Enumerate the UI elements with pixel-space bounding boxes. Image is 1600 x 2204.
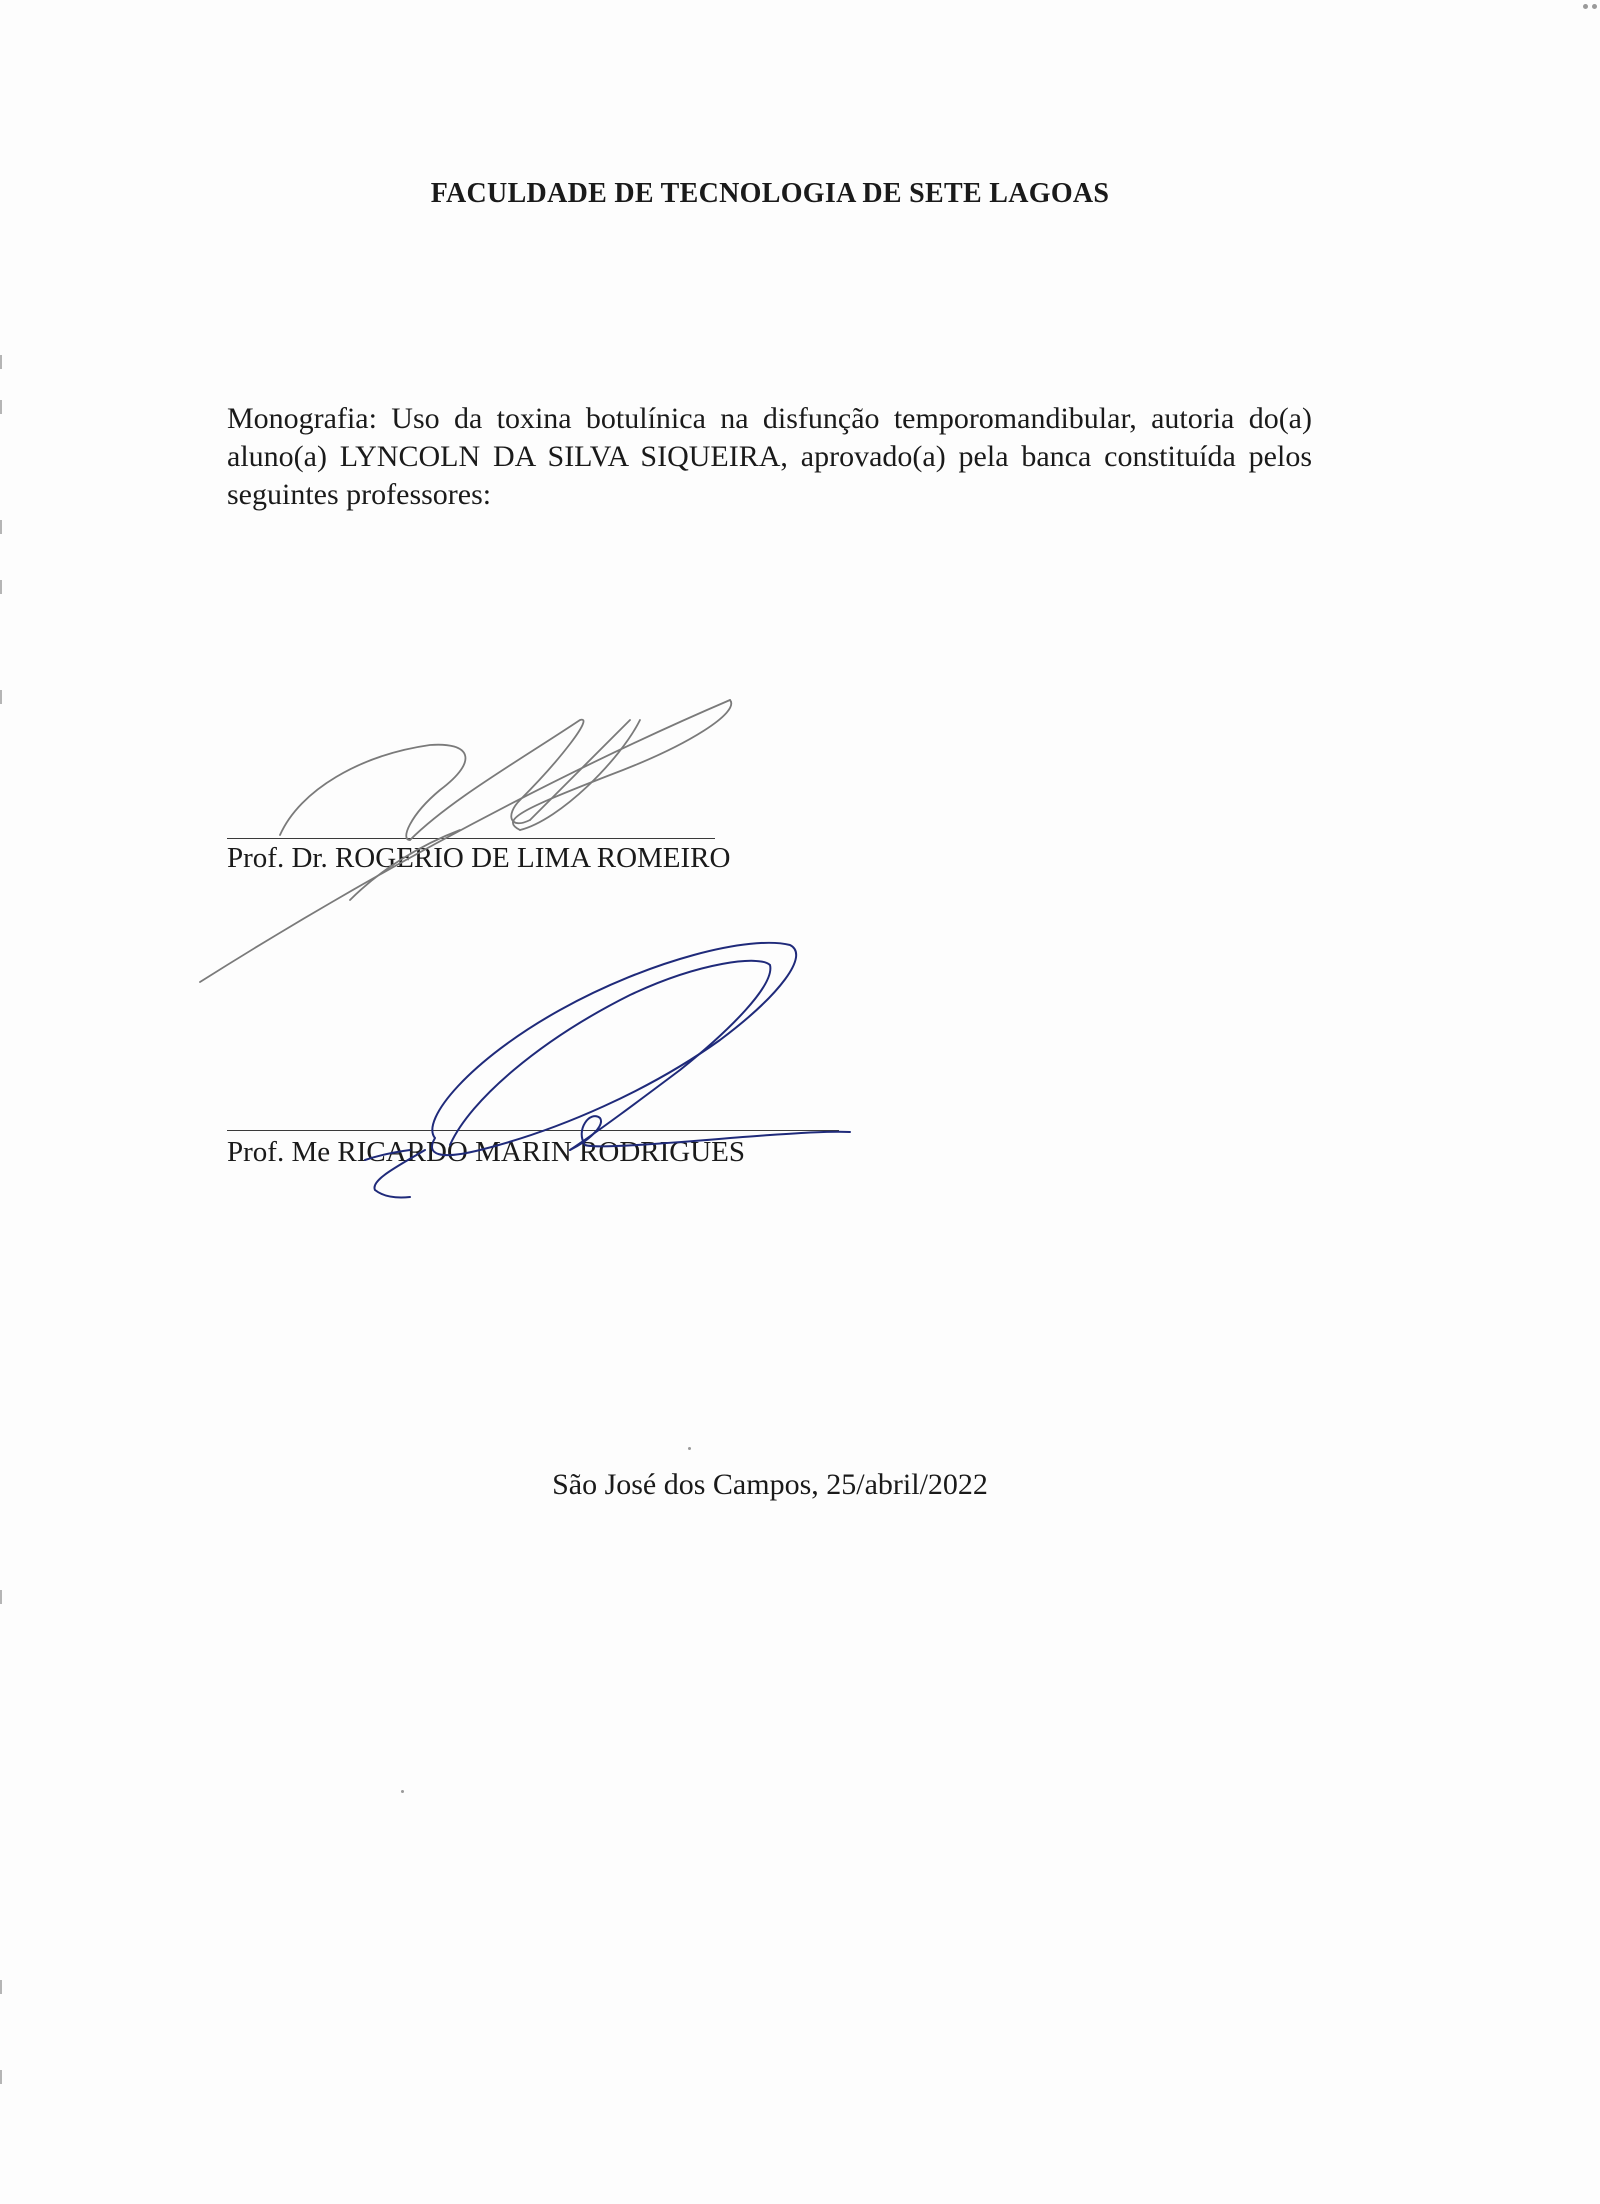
scan-margin-mark (0, 580, 2, 594)
scan-margin-mark (0, 1590, 2, 1604)
signature-line (227, 1130, 839, 1131)
examiner-name: Prof. Me RICARDO MARIN RODRIGUES (227, 1136, 745, 1168)
scan-margin-mark (0, 355, 2, 369)
scan-speck (688, 1447, 691, 1450)
scan-speck (401, 1790, 404, 1793)
institution-title: FACULDADE DE TECNOLOGIA DE SETE LAGOAS (430, 178, 1110, 209)
place-and-date: São José dos Campos, 25/abril/2022 (552, 1468, 988, 1501)
signature-line (227, 838, 715, 839)
scan-margin-mark (0, 1980, 2, 1994)
scan-speck (1592, 4, 1597, 9)
examiner-name: Prof. Dr. ROGERIO DE LIMA ROMEIRO (227, 842, 731, 874)
scan-margin-mark (0, 690, 2, 704)
scan-margin-mark (0, 400, 2, 414)
examiner-signature-block (227, 1000, 1027, 1200)
examiner-signature-block (227, 700, 1027, 900)
approval-statement: Monografia: Uso da toxina botulínica na disfunção temporomandibular, autoria do(a) aluno(a) LYNCOLN DA SILVA SIQUEIRA, aprovado(a) pela banca constituída pelos seguintes professores: (227, 402, 1312, 511)
scan-margin-mark (0, 520, 2, 534)
scan-speck (1583, 4, 1588, 9)
scan-margin-mark (0, 2070, 2, 2084)
